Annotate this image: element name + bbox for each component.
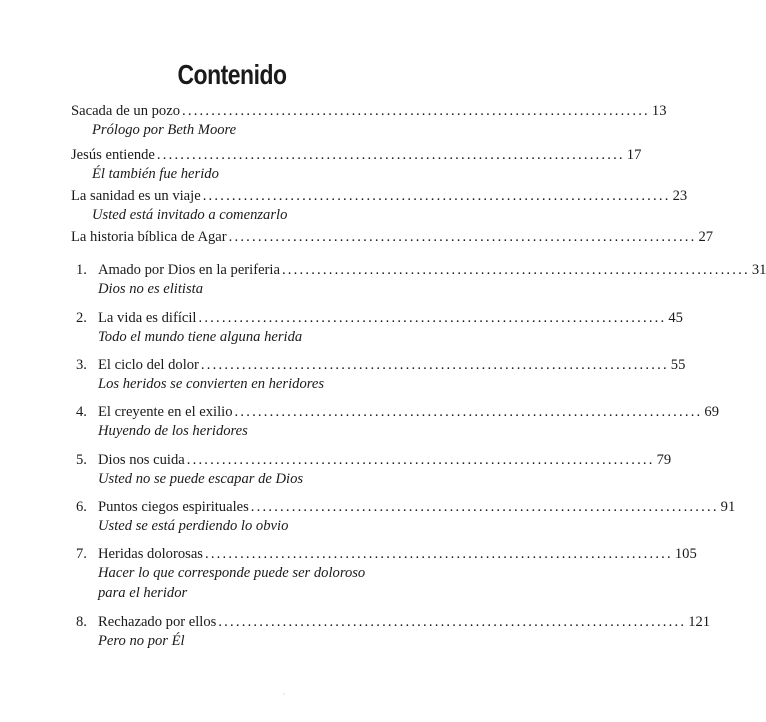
toc-entry-front-3 xyxy=(71,188,688,225)
toc-entry-subtitle: Dios no es elitista xyxy=(98,281,203,297)
toc-chapter-4 xyxy=(76,404,719,441)
leader-dots: ................................................................................ xyxy=(228,229,697,245)
toc-entry-title: El ciclo del dolor xyxy=(98,357,199,373)
leader-dots: ................................................................................ xyxy=(186,452,655,468)
toc-page-number: 17 xyxy=(626,147,642,163)
toc-page-number: 31 xyxy=(751,262,766,278)
toc-entry-subtitle-continued: para el heridor xyxy=(98,585,188,601)
toc-page-number: 55 xyxy=(670,357,686,373)
toc-entry-front-1 xyxy=(71,103,667,140)
toc-page-number: 91 xyxy=(720,499,736,515)
leader-dots: ................................................................................ xyxy=(182,103,650,119)
toc-page-number: 45 xyxy=(668,310,683,326)
toc-chapter-5 xyxy=(76,452,672,489)
toc-entry-title: La sanidad es un viaje xyxy=(71,188,201,204)
toc-entry-title: Sacada de un pozo xyxy=(71,103,181,119)
toc-entry-line xyxy=(76,546,697,563)
toc-entry-subtitle: Prólogo por Beth Moore xyxy=(92,122,237,138)
toc-chapter-3 xyxy=(76,357,686,394)
toc-entry-front-4 xyxy=(71,229,714,246)
toc-page-number: 27 xyxy=(698,229,714,245)
toc-entry-line xyxy=(71,147,642,164)
toc-entry-line xyxy=(76,357,686,374)
page-speck: , xyxy=(283,687,285,696)
toc-entry-subtitle: Usted está invitado a comenzarlo xyxy=(92,207,288,223)
page-title: Contenido xyxy=(177,59,287,90)
toc-entry-line xyxy=(76,310,683,327)
toc-entry-title: Dios nos cuida xyxy=(98,452,185,468)
leader-dots: ................................................................................ xyxy=(250,499,719,515)
toc-chapter-1 xyxy=(76,262,766,299)
toc-chapter-2 xyxy=(76,310,683,347)
chapter-number: 3. xyxy=(76,357,87,373)
toc-entry-subtitle: Los heridos se convierten en heridores xyxy=(98,376,325,392)
leader-dots: ................................................................................ xyxy=(234,404,703,420)
leader-dots: ................................................................................ xyxy=(200,357,669,373)
toc-page-number: 105 xyxy=(674,546,697,562)
toc-page-number: 79 xyxy=(656,452,672,468)
toc-entry-subtitle: Usted se está perdiendo lo obvio xyxy=(98,518,289,534)
toc-entry-title: La historia bíblica de Agar xyxy=(71,229,227,245)
leader-dots: ................................................................................ xyxy=(218,614,687,630)
toc-entry-line xyxy=(71,103,667,120)
chapter-number: 1. xyxy=(76,262,87,278)
toc-entry-line xyxy=(76,499,736,516)
toc-entry-title: Puntos ciegos espirituales xyxy=(98,499,249,515)
leader-dots: ................................................................................ xyxy=(281,262,750,278)
toc-entry-subtitle: Él también fue herido xyxy=(92,166,219,182)
leader-dots: ................................................................................ xyxy=(198,310,667,326)
toc-chapter-6 xyxy=(76,499,736,536)
chapter-number: 2. xyxy=(76,310,87,326)
toc-entry-title: Rechazado por ellos xyxy=(98,614,217,630)
chapter-number: 4. xyxy=(76,404,87,420)
toc-page-number: 23 xyxy=(672,188,688,204)
toc-entry-title: El creyente en el exilio xyxy=(98,404,233,420)
toc-entry-line xyxy=(76,452,672,469)
toc-entry-title: Jesús entiende xyxy=(71,147,155,163)
toc-entry-line xyxy=(76,404,719,421)
toc-entry-subtitle: Pero no por Él xyxy=(98,633,185,649)
chapter-number: 5. xyxy=(76,452,87,468)
toc-entry-title: La vida es difícil xyxy=(98,310,197,326)
chapter-number: 7. xyxy=(76,546,87,562)
toc-entry-subtitle: Todo el mundo tiene alguna herida xyxy=(98,329,303,345)
leader-dots: ................................................................................ xyxy=(204,546,673,562)
toc-entry-subtitle: Usted no se puede escapar de Dios xyxy=(98,471,304,487)
toc-entry-line xyxy=(71,229,714,246)
toc-entry-subtitle: Hacer lo que corresponde puede ser doloroso xyxy=(98,565,366,581)
toc-entry-line xyxy=(71,188,688,205)
toc-entry-line xyxy=(76,614,711,631)
chapter-number: 8. xyxy=(76,614,87,630)
toc-chapter-7 xyxy=(76,546,697,603)
toc-entry-title: Heridas dolorosas xyxy=(98,546,203,562)
chapter-number: 6. xyxy=(76,499,87,515)
toc-chapter-8 xyxy=(76,614,711,651)
leader-dots: ................................................................................ xyxy=(156,147,625,163)
toc-page-number: 69 xyxy=(704,404,719,420)
toc-entry-subtitle: Huyendo de los heridores xyxy=(98,423,248,439)
toc-page-number: 121 xyxy=(688,614,711,630)
toc-page-number: 13 xyxy=(651,103,667,119)
toc-entry-front-2 xyxy=(71,147,642,184)
toc-entry-title: Amado por Dios en la periferia xyxy=(98,262,280,278)
toc-entry-line xyxy=(76,262,766,279)
leader-dots: ................................................................................ xyxy=(202,188,671,204)
